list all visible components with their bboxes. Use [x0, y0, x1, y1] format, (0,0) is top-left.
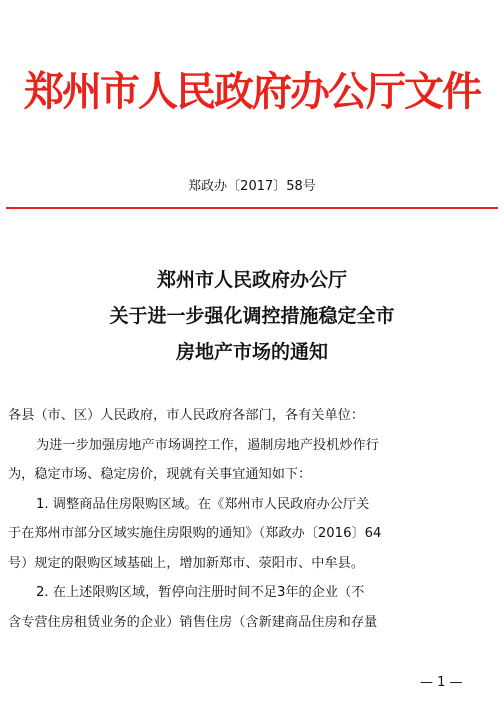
body-line: 2. 在上述限购区域，暂停向注册时间不足3年的企业（不 — [36, 585, 365, 600]
title-line-3: 房地产市场的通知 — [175, 341, 328, 363]
body-line: 为，稳定市场、稳定房价，现就有关事宜通知如下： — [8, 467, 312, 482]
document-body — [8, 401, 500, 637]
body-line: 为进一步加强房地产市场调控工作，遏制房地产投机炒作行 — [36, 437, 379, 453]
body-line: 于在郑州市部分区域实施住房限购的通知》（郑政办〔2016〕64 — [8, 526, 382, 541]
body-line: 号）规定的限购区域基础上，增加新郑市、荥阳市、中牟县。 — [8, 555, 365, 571]
page-number: — 1 — — [420, 675, 463, 690]
red-divider-line — [6, 207, 498, 209]
salutation: 各县（市、区）人民政府，市人民政府各部门，各有关单位： — [8, 408, 365, 423]
document-number: 郑政办〔2017〕58号 — [188, 179, 316, 194]
document-title — [0, 262, 504, 370]
body-line: 1. 调整商品住房限购区域。在《郑州市人民政府办公厅关 — [36, 496, 370, 512]
title-line-2: 关于进一步强化调控措施稳定全市 — [109, 305, 395, 327]
title-line-1: 郑州市人民政府办公厅 — [156, 269, 347, 291]
body-line: 含专营住房租赁业务的企业）销售住房（含新建商品住房和存量 — [8, 614, 378, 630]
document-masthead: 郑州市人民政府办公厅文件 — [24, 68, 480, 115]
